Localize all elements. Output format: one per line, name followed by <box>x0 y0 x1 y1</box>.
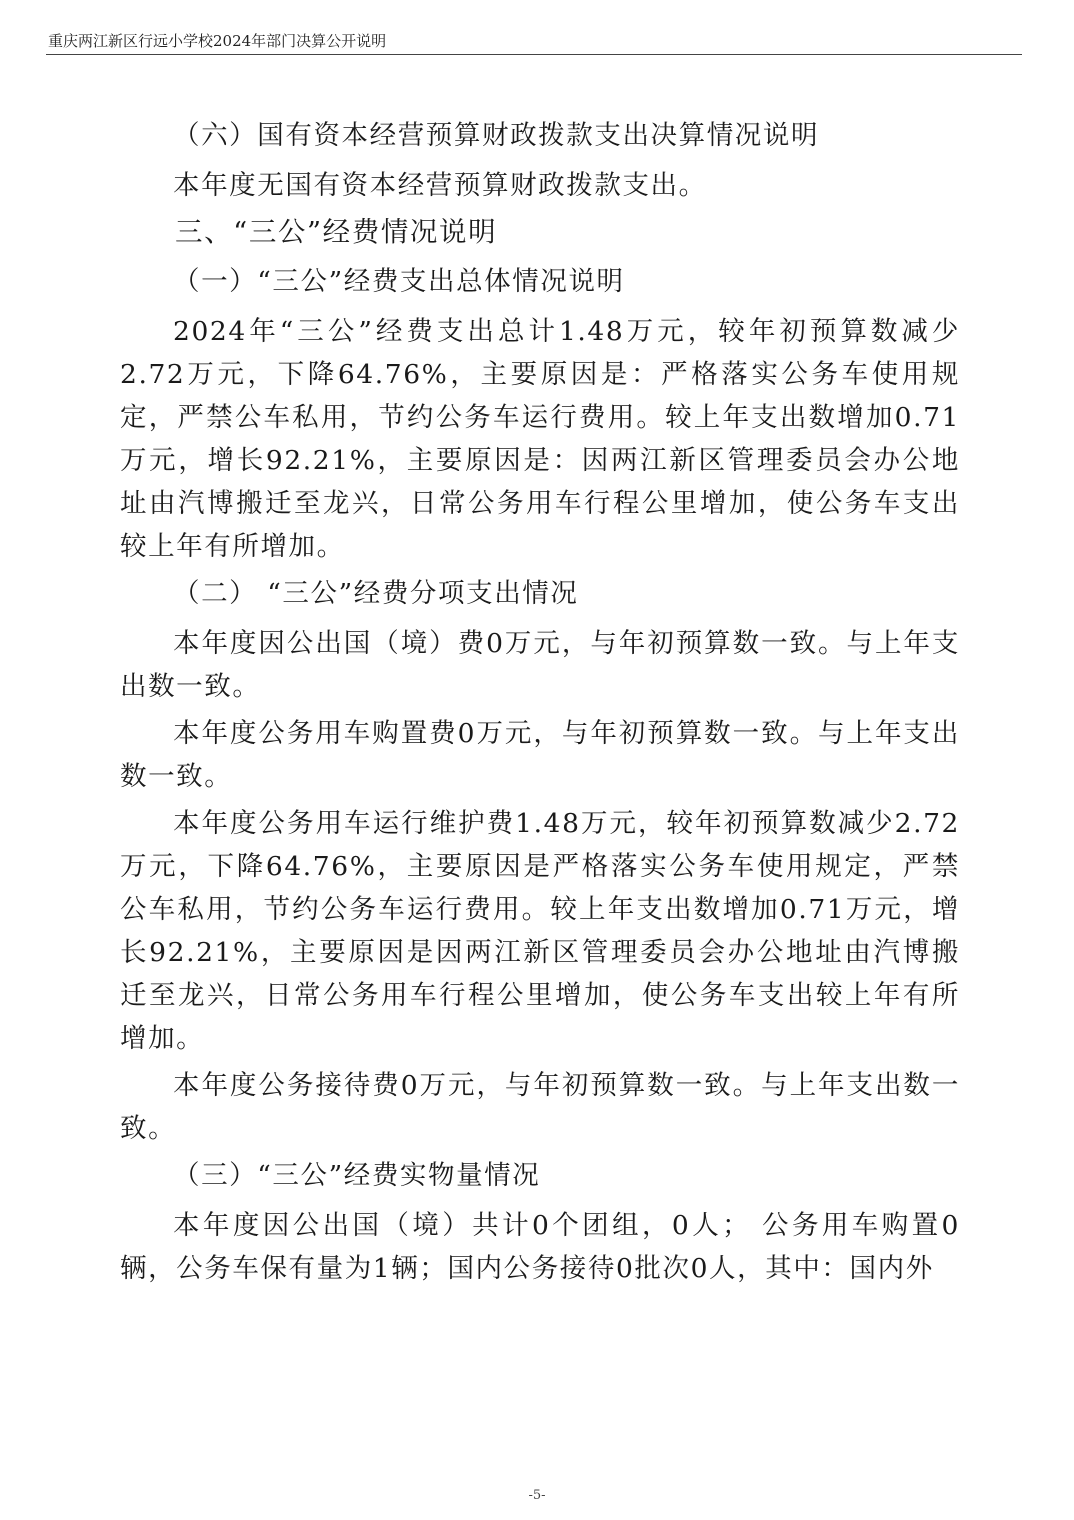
subsection-2-paragraph-4: 本年度公务接待费0万元，与年初预算数一致。与上年支出数一致。 <box>120 1070 960 1144</box>
section-6-heading: （六）国有资本经营预算财政拨款支出决算情况说明 <box>173 120 820 151</box>
subsection-2-paragraph-1: 本年度因公出国（境）费0万元，与年初预算数一致。与上年支出数一致。 <box>120 628 960 702</box>
section-6-body: 本年度无国有资本经营预算财政拨款支出。 <box>173 170 707 201</box>
page-number: -5- <box>528 1488 546 1503</box>
header-divider <box>46 54 1022 55</box>
subsection-3-heading: （三）“三公”经费实物量情况 <box>173 1160 541 1191</box>
subsection-3-body: 本年度因公出国（境）共计0个团组，0人； 公务用车购置0辆，公务车保有量为1辆；国内公务接待0批次0人，其中：国内外 <box>120 1210 960 1284</box>
subsection-2-heading: （二） “三公”经费分项支出情况 <box>173 578 579 609</box>
subsection-2-paragraph-2: 本年度公务用车购置费0万元，与年初预算数一致。与上年支出数一致。 <box>120 718 960 792</box>
subsection-1-body: 2024年“三公”经费支出总计1.48万元，较年初预算数减少2.72万元，下降64.76%，主要原因是：严格落实公务车使用规定，严禁公车私用，节约公务车运行费用。较上年支出数增加0.71万元，增长92.21%，主要原因是：因两江新区管理委员会办公地址由汽博搬迁至龙兴，日常公务用车行程公里增加，使公务车支出较上年有所增加。 <box>120 316 960 562</box>
document-body <box>120 113 960 1294</box>
section-3-heading: 三、“三公”经费情况说明 <box>175 216 498 248</box>
subsection-1-heading: （一）“三公”经费支出总体情况说明 <box>173 266 625 297</box>
subsection-2-paragraph-3: 本年度公务用车运行维护费1.48万元，较年初预算数减少2.72万元，下降64.76%，主要原因是严格落实公务车使用规定，严禁公车私用，节约公务车运行费用。较上年支出数增加0.71万元，增长92.21%，主要原因是因两江新区管理委员会办公地址由汽博搬迁至龙兴，日常公务用车行程公里增加，使公务车支出较上年有所增加。 <box>120 808 960 1054</box>
document-header-title: 重庆两江新区行远小学校2024年部门决算公开说明 <box>48 32 387 50</box>
